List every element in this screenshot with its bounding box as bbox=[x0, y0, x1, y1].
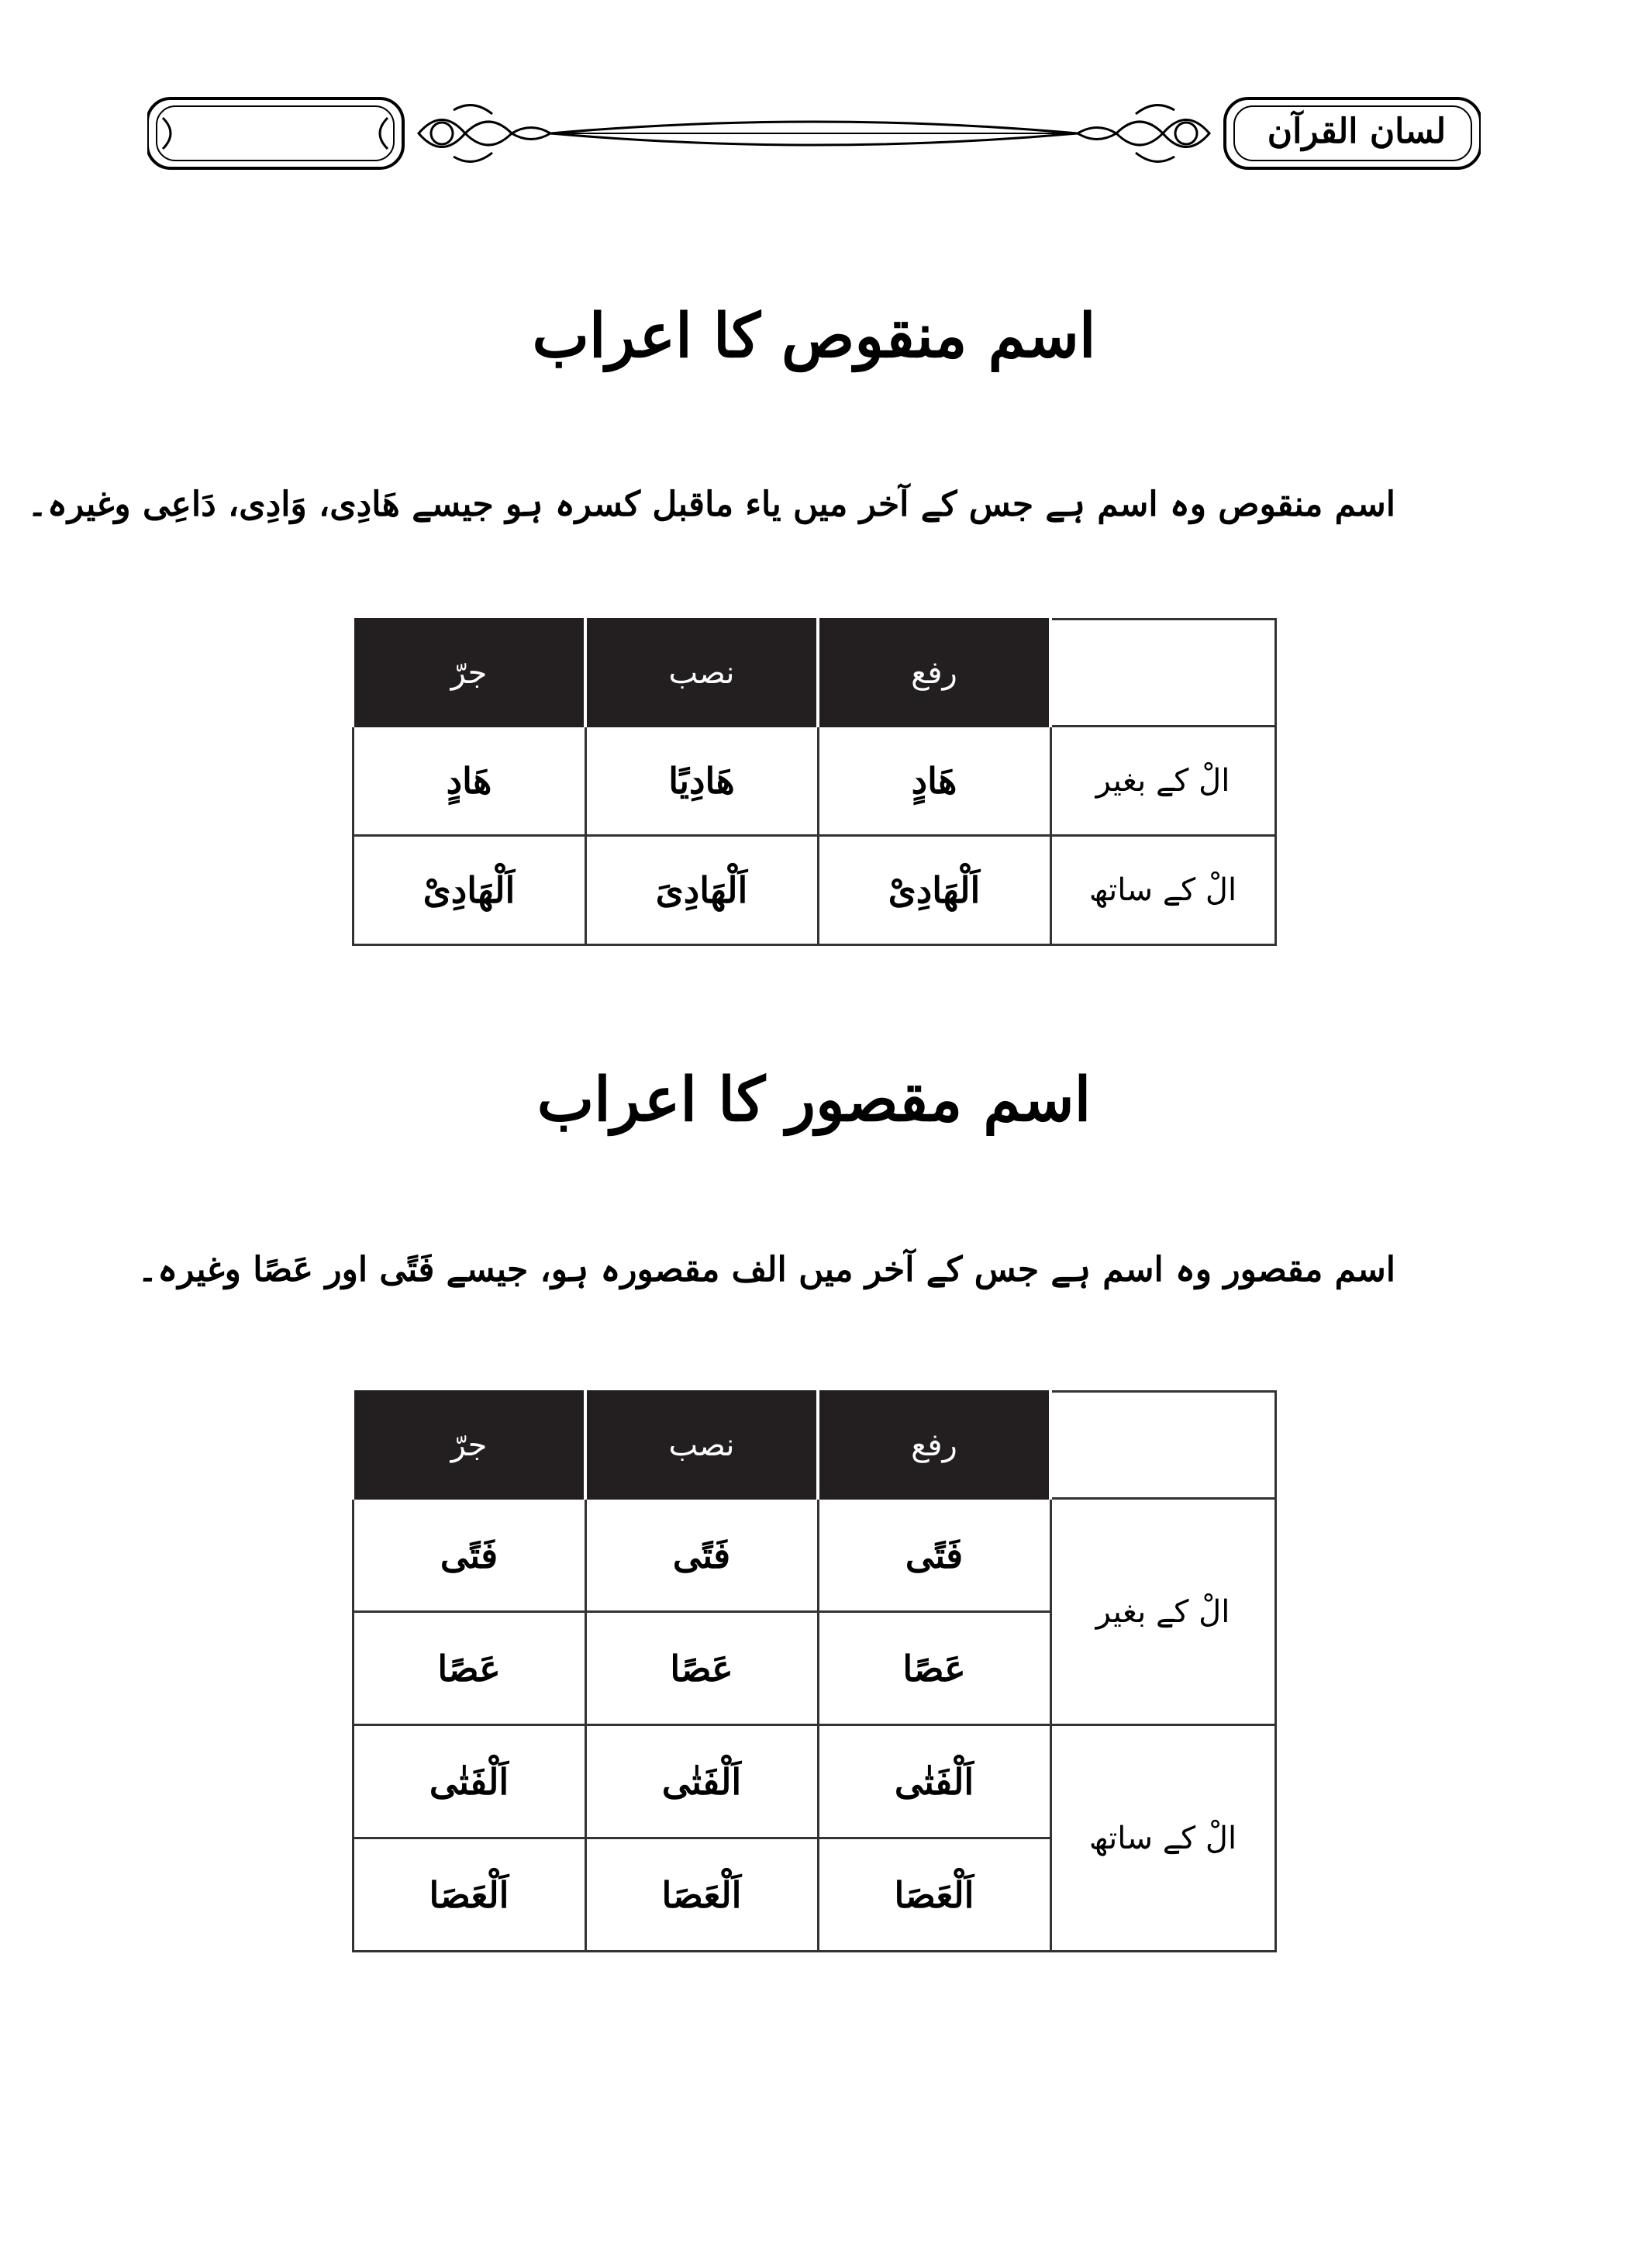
manqus-declension-table bbox=[351, 618, 1277, 946]
row-label: الْ کے ساتھ bbox=[1050, 836, 1275, 945]
table-cell: ھَادٍ bbox=[353, 727, 585, 836]
table-cell: اَلْھَادِیَ bbox=[585, 836, 818, 945]
row-label: الْ کے بغیر bbox=[1050, 727, 1275, 836]
header-nasb: نصب bbox=[585, 1392, 818, 1499]
table-cell: اَلْفَتٰی bbox=[585, 1725, 818, 1838]
header-blank-cell bbox=[1050, 1392, 1275, 1499]
table-cell: اَلْعَصَا bbox=[585, 1838, 818, 1952]
brand-logo-text: لسان القرآن bbox=[1267, 111, 1447, 151]
table-cell: ھَادِيًا bbox=[585, 727, 818, 836]
table-cell: عَصًا bbox=[353, 1612, 585, 1725]
header-ornament bbox=[147, 87, 1481, 180]
header-raf: رفع bbox=[818, 620, 1050, 727]
section1-title: اسم منقوص کا اعراب bbox=[532, 301, 1096, 371]
table-cell: اَلْعَصَا bbox=[353, 1838, 585, 1952]
row-group-label: الْ کے ساتھ bbox=[1050, 1725, 1275, 1952]
section2-title: اسم مقصور کا اعراب bbox=[536, 1065, 1092, 1135]
table-header-row bbox=[353, 620, 1275, 727]
table-cell: اَلْھَادِیْ bbox=[353, 836, 585, 945]
table-cell: اَلْفَتٰی bbox=[353, 1725, 585, 1838]
header-jarr: جرّ bbox=[353, 1392, 585, 1499]
table-cell: اَلْھَادِیْ bbox=[818, 836, 1050, 945]
table-cell: اَلْعَصَا bbox=[818, 1838, 1050, 1952]
table-row bbox=[353, 1499, 1275, 1612]
table-cell: ھَادٍ bbox=[818, 727, 1050, 836]
table-row bbox=[353, 836, 1275, 945]
table-header-row bbox=[353, 1392, 1275, 1499]
table-row bbox=[353, 1725, 1275, 1838]
header-raf: رفع bbox=[818, 1392, 1050, 1499]
table-cell: عَصًا bbox=[585, 1612, 818, 1725]
maqsur-declension-table bbox=[351, 1390, 1277, 1952]
table-cell: عَصًا bbox=[818, 1612, 1050, 1725]
header-jarr: جرّ bbox=[353, 620, 585, 727]
row-group-label: الْ کے بغیر bbox=[1050, 1499, 1275, 1725]
table-cell: فَتًی bbox=[353, 1499, 585, 1612]
section1-definition: اسم منقوص وہ اسم ہے جس کے آخر میں یاء ماقبل کسرہ ہو جیسے ھَادِی، وَادِی، دَاعِی وغیرہ۔ bbox=[27, 485, 1395, 524]
table-row bbox=[353, 727, 1275, 836]
header-blank-cell bbox=[1050, 620, 1275, 727]
table-cell: فَتًی bbox=[585, 1499, 818, 1612]
section2-definition: اسم مقصور وہ اسم ہے جس کے آخر میں الف مقصورہ ہو، جیسے فَتًی اور عَصًا وغیرہ۔ bbox=[137, 1250, 1395, 1289]
header-nasb: نصب bbox=[585, 620, 818, 727]
table-cell: اَلْفَتٰی bbox=[818, 1725, 1050, 1838]
table-cell: فَتًی bbox=[818, 1499, 1050, 1612]
